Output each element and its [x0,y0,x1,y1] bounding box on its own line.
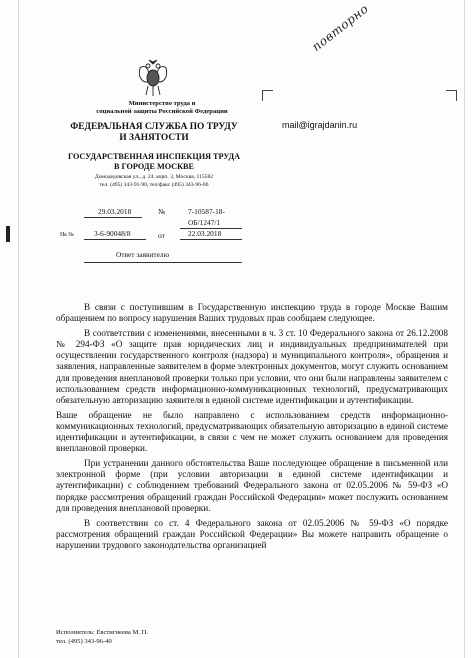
letter-body [56,302,448,555]
address-corner-tl [262,90,273,101]
executor-phone: тел. (495) 343-96-40 [56,638,112,645]
reg-date: 29.03.2018 [98,207,132,216]
scan-edge-left [18,0,19,658]
service-name [56,122,252,144]
service-line-1: ФЕДЕРАЛЬНАЯ СЛУЖБА ПО ТРУДУ [70,122,238,132]
ministry-line-2: социальной защиты Российской Федерации [96,108,228,115]
inspection-line-2: В ГОРОДЕ МОСКВЕ [114,162,194,171]
reg-no-sign: № [158,207,166,216]
inspection-name [56,152,252,172]
recipient-email: mail@igrajdanin.ru [282,120,358,130]
reg-na-value: 3-6-90048/8 [94,229,131,238]
paragraph-5: В соответствии со ст. 4 Федерального закона от 02.05.2006 № 59-ФЗ «О порядке рассмотрения обращений граждан Российской Федерации» Вы можете направить обращение о нарушении трудового законодательства организацией [56,517,448,550]
reg-na-line [84,239,146,240]
executor-block [56,628,148,646]
paragraph-3: Ваше обращение не было направлено с использованием средств информационно-коммуникационных технологий, предусматривающих обязательную авторизацию в единой системе идентификации и аутентификации, в связи с чем не может служить основанием для проведения внеплановой проверки. [56,409,448,454]
answer-to-label: Ответ заявителю [116,250,170,259]
scan-edge-right [464,0,465,658]
paragraph-1: В связи с поступившим в Государственную инспекцию труда в городе Москве Вашим обращением по вопросу нарушения Ваших трудовых прав сообщаем следующее. [56,302,448,324]
reg-na-label: На № [60,232,74,238]
phones-text: тел. (495) 343-91-90, тел/факс (495) 343-96-06 [99,182,209,188]
executor-name: Исполнитель: Евстигнеева М. П. [56,629,149,636]
coat-of-arms-icon [134,58,172,98]
paragraph-2: В соответствии с изменениями, внесенными в ч. 3 ст. 10 Федерального закона от 26.12.2008 № 294-ФЗ «О защите прав юридических лиц и индивидуальных предпринимателей при осуществлении государственного контроля (надзора) и муниципального контроля», обращения и заявления, направленные заявителем в форме электронных документов, могут служить основанием для проведения внеплановой проверки только при условии, что они были направлены заявителем с использованием средств информационно-коммуникационных технологий, предусматривающих обязательную авторизацию заявителя в единой системе идентификации и аутентификации. [56,328,448,405]
binding-mark [6,226,10,242]
reg-from-label: от [158,231,165,240]
reg-from-line [180,239,242,240]
paragraph-4: При устранении данного обстоятельства Ваше последующее обращение в письменной или электронной форме (при условии авторизации в единой системе идентификации и аутентификации) с соблюдением требований Федерального закона от 02.05.2006 № 59-ФЗ «О порядке рассмотрения обращений граждан Российской Федерации» может послужить основанием для проведения внеплановой проверки. [56,458,448,513]
reg-date-line [84,217,142,218]
inspection-line-1: ГОСУДАРСТВЕННАЯ ИНСПЕКЦИЯ ТРУДА [67,152,241,161]
ministry-line-1: Министерство труда и [128,100,196,107]
address-text: Домодедовская ул., д. 24, корп. 3, Москва, 115582 [94,174,214,180]
reg-from-date: 22.03.2018 [188,229,222,238]
answer-to-line [84,262,242,263]
reg-number-1: 7-10587-18- [188,207,225,216]
address-corner-tr [446,90,457,101]
ministry-name [90,100,234,116]
handwritten-note: повторно [309,1,372,55]
reg-number-2: ОБ/1247/1 [188,218,221,227]
service-line-2: И ЗАНЯТОСТИ [119,133,189,143]
address-block [56,173,252,189]
